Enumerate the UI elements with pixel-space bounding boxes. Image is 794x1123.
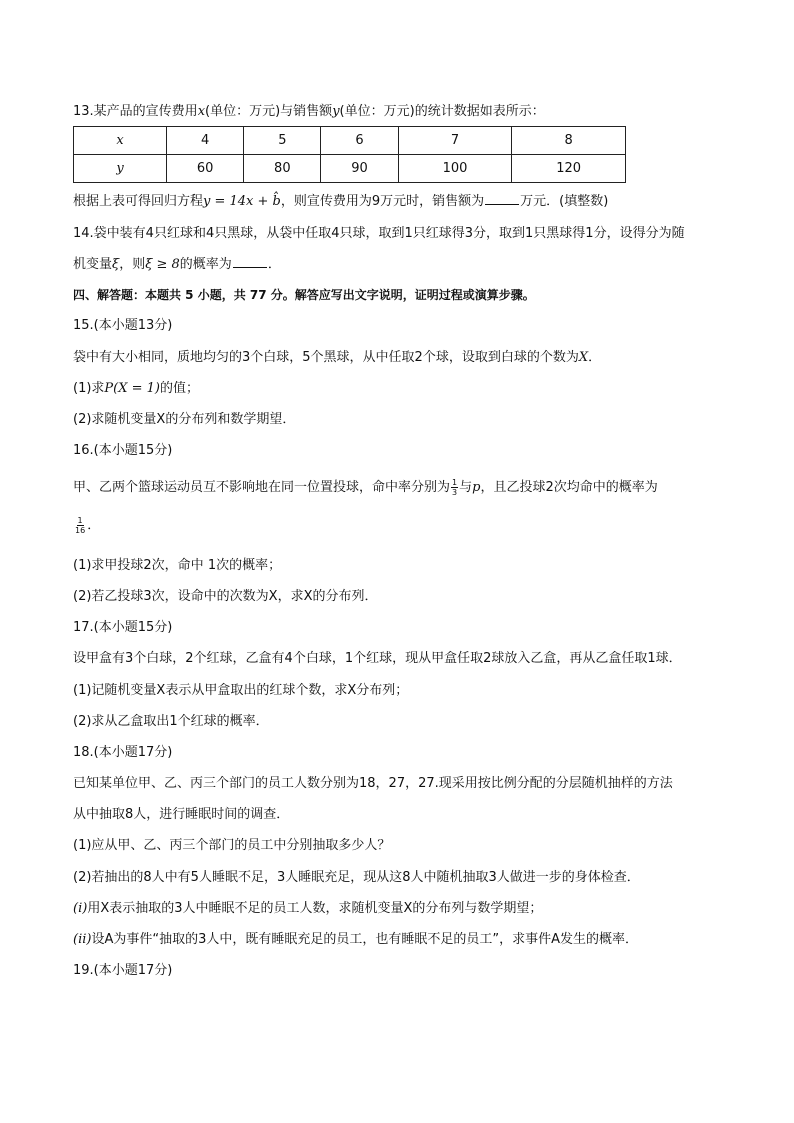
q14-text-c: 的概率为	[179, 257, 232, 272]
fraction-numerator: 1	[452, 478, 458, 487]
table-cell-x-2: 5	[244, 127, 321, 155]
q16-stem	[73, 478, 724, 497]
table-cell-y-2: 80	[244, 155, 321, 183]
q15-head: 15.(本小题13分)	[73, 318, 173, 333]
q14-var-xi: ξ	[112, 257, 120, 272]
q15-part-1-text-b: 的值；	[160, 381, 200, 396]
q14-text-d: ．	[267, 257, 281, 272]
table-cell-x-1: 4	[167, 127, 244, 155]
q13-intro-text-a: 13.某产品的宣传费用	[73, 104, 198, 119]
table-cell-x-3: 6	[321, 127, 398, 155]
table-row-x	[74, 127, 626, 155]
q16-stem-cont	[73, 516, 724, 535]
table-cell-x-5: 8	[512, 127, 626, 155]
section-4-heading: 四、解答题：本题共 5 小题，共 77 分。解答应写出文字说明，证明过程或演算步骤。	[73, 288, 535, 302]
q15-part-1-expr: P(X = 1)	[104, 381, 160, 396]
q18-stem-line-1: 已知某单位甲、乙、丙三个部门的员工人数分别为18，27，27.现采用按比例分配的分层随机抽样的方法	[73, 776, 673, 791]
table-cell-y-5: 120	[512, 155, 626, 183]
q18-sub-label-ii: (ii)	[73, 932, 92, 947]
q16-part-2: (2)若乙投球3次，设命中的次数为X，求X的分布列．	[73, 589, 378, 604]
q13-after-text-a: 根据上表可得回归方程	[73, 194, 204, 209]
q16-stem-text-a: 甲、乙两个篮球运动员互不影响地在同一位置投球，命中率分别为	[73, 480, 451, 495]
q16-fraction-one-sixteenth	[74, 516, 86, 535]
q13-var-y: y	[332, 104, 340, 119]
q15-stem	[73, 349, 724, 367]
q15-part-1	[73, 380, 724, 398]
q15-part-2: (2)求随机变量X的分布列和数学期望．	[73, 412, 296, 427]
q13-intro-text-b: (单位：万元)与销售额	[205, 104, 333, 119]
q16-stem-end: ．	[87, 518, 101, 533]
q16-stem-text-c: ，且乙投球2次均命中的概率为	[480, 480, 658, 495]
q17-part-1: (1)记随机变量X表示从甲盒取出的红球个数，求X分布列；	[73, 683, 409, 698]
q18-sub-label-i: (i)	[73, 901, 88, 916]
q13-regression-equation: y = 14x + b̂	[203, 194, 281, 209]
table-row-label-y: y	[74, 155, 167, 183]
q13-var-x: x	[197, 104, 206, 119]
q14-line-1: 14.袋中装有4只红球和4只黑球，从袋中任取4只球，取到1只红球得3分，取到1只黑球得1分，设得分为随	[73, 226, 685, 241]
table-row-label-x: x	[74, 127, 167, 155]
table-cell-y-1: 60	[167, 155, 244, 183]
q14-text-a: 机变量	[73, 257, 113, 272]
q14-line-2	[73, 255, 724, 274]
q15-stem-end: ．	[588, 350, 602, 365]
table-cell-x-4: 7	[398, 127, 512, 155]
q13-answer-blank[interactable]	[485, 192, 519, 205]
q16-stem-text-b: 与	[459, 480, 473, 495]
q13-question	[73, 192, 724, 211]
q19-head: 19.(本小题17分)	[73, 963, 173, 978]
fraction-denominator: 3	[452, 488, 458, 497]
q18-part-2-ii	[73, 931, 724, 949]
q18-stem-line-2: 从中抽取8人，进行睡眠时间的调查．	[73, 807, 290, 822]
q18-head: 18.(本小题17分)	[73, 745, 173, 760]
fraction-denominator: 16	[75, 526, 86, 535]
q13-after-text-c: 万元．(填整数)	[520, 194, 609, 209]
table-cell-y-4: 100	[398, 155, 512, 183]
q17-head: 17.(本小题15分)	[73, 620, 173, 635]
fraction-numerator: 1	[77, 516, 83, 525]
q14-text-b: ，则	[119, 257, 146, 272]
q18-sub-text-ii: 设A为事件“抽取的3人中，既有睡眠充足的员工，也有睡眠不足的员工”，求事件A发生的概率．	[91, 932, 638, 947]
q18-sub-text-i: 用X表示抽取的3人中睡眠不足的员工人数，求随机变量X的分布列与数学期望；	[87, 901, 543, 916]
q18-part-2: (2)若抽出的8人中有5人睡眠不足，3人睡眠充足，现从这8人中随机抽取3人做进一步的身体检查．	[73, 870, 640, 885]
q13-intro-text-c: (单位：万元)的统计数据如表所示：	[339, 104, 545, 119]
q17-stem: 设甲盒有3个白球，2个红球，乙盒有4个白球，1个红球，现从甲盒任取2球放入乙盒，再从乙盒任取1球．	[73, 651, 682, 666]
q15-var-x: X	[578, 350, 589, 365]
q13-data-table	[73, 126, 626, 183]
q16-part-1: (1)求甲投球2次，命中 1次的概率；	[73, 558, 282, 573]
q18-part-1: (1)应从甲、乙、丙三个部门的员工中分别抽取多少人？	[73, 838, 391, 853]
q16-var-p: p	[472, 480, 481, 495]
q16-head: 16.(本小题15分)	[73, 443, 173, 458]
q13-after-text-b: ，则宣传费用为9万元时，销售额为	[280, 194, 485, 209]
q15-stem-text: 袋中有大小相同，质地均匀的3个白球，5个黑球，从中任取2个球，设取到白球的个数为	[73, 350, 579, 365]
q15-part-1-text-a: (1)求	[73, 381, 105, 396]
q18-part-2-i	[73, 900, 724, 918]
q14-condition: ξ ≥ 8	[145, 257, 180, 272]
table-row-y	[74, 155, 626, 183]
q16-fraction-one-third	[451, 478, 458, 497]
q17-part-2: (2)求从乙盒取出1个红球的概率．	[73, 714, 269, 729]
table-cell-y-3: 90	[321, 155, 398, 183]
q14-answer-blank[interactable]	[233, 255, 267, 268]
q13-intro	[73, 103, 724, 121]
